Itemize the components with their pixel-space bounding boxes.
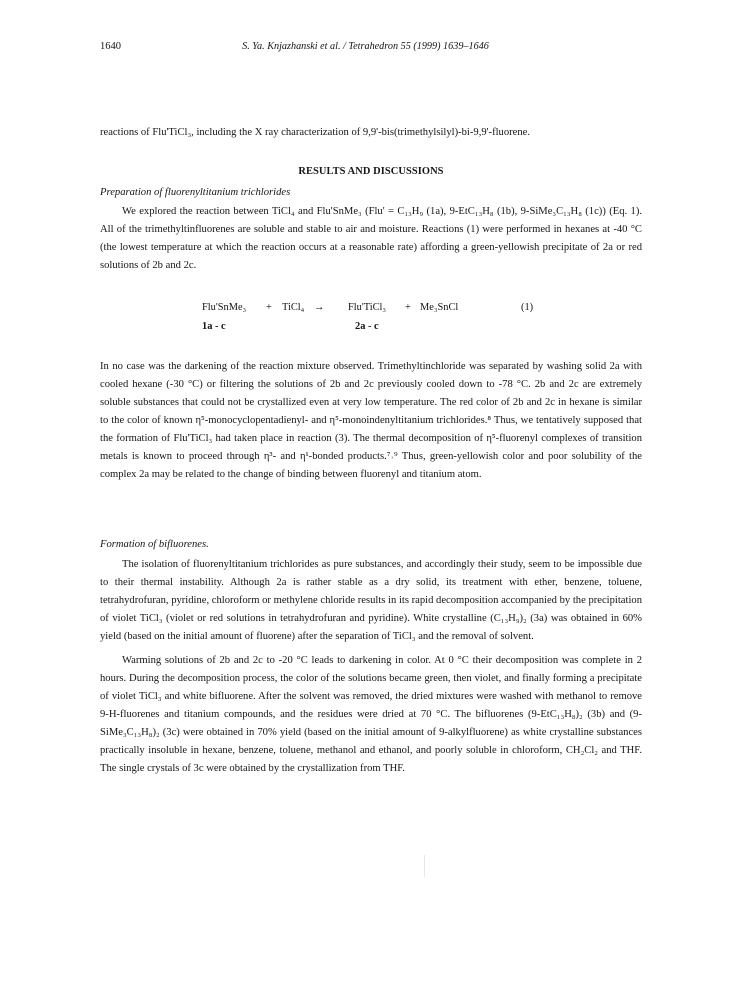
equation-label-products: 2a - c bbox=[355, 321, 379, 332]
equation-label-reactants: 1a - c bbox=[202, 321, 226, 332]
paragraph-warming: Warming solutions of 2b and 2c to -20 °C leads to darkening in color. At 0 °C their decomposition was complete in 2 hours. During the decomposition process, the color of the solutions became green, then violet, and finally forming a precipitate of violet TiCl₃ and white bifluorene. After the solvent was removed, the dried mixtures were washed with methanol to remove 9-H-fluorenes and titanium compounds, and the residues were dried at 70 °C. The bifluorenes (9-EtC₁₃H₈)₂ (3b) and (9-SiMe₃C₁₃H₈)₂ (3c) were obtained in 70% yield (based on the initial amount of 9-alkylfluorene) as white crystalline substances practically insoluble in hexane, benzene, toluene, methanol and ethanol, and poorly soluble in chloroform, CH₂Cl₂ and THF. The single crystals of 3c were obtained by the crystallization from THF. bbox=[100, 655, 642, 774]
equation-number: (1) bbox=[521, 302, 534, 313]
paragraph-isolation: The isolation of fluorenyltitanium trichlorides as pure substances, and accordingly their study, seem to be impossible due to their thermal instability. Although 2a is rather stable as a dry solid, its treatment with ether, benzene, toluene, tetrahydrofuran, pyridine, chloroform or methylene chloride results in its rapid decomposition accompanied by the precipitation of violet TiCl₃ (violet or red solutions in tetrahydrofuran and pyridine). White crystalline (C₁₃H₉)₂ (3a) was obtained in 60% yield (based on the initial amount of fluorene) after the separation of TiCl₃ and the removal of solvent. bbox=[100, 559, 642, 642]
subsection-title-bifluorenes: Formation of bifluorenes. bbox=[100, 539, 209, 550]
equation-arrow: → bbox=[314, 302, 325, 313]
journal-citation: S. Ya. Knjazhanski et al. / Tetrahedron 55 (1999) 1639–1646 bbox=[242, 41, 489, 52]
equation-plus-1: + bbox=[266, 302, 272, 313]
equation-plus-2: + bbox=[405, 302, 411, 313]
intro-line: reactions of Flu'TiCl₃, including the X ray characterization of 9,9'-bis(trimethylsilyl)-bi-9,9'-fluorene. bbox=[100, 127, 531, 138]
subsection-title-preparation: Preparation of fluorenyltitanium trichlorides bbox=[100, 187, 291, 198]
equation-reactant-2: TiCl₄ bbox=[282, 302, 305, 313]
scan-mark bbox=[424, 855, 425, 877]
equation-reactant-1: Flu'SnMe₃ bbox=[202, 302, 247, 313]
paragraph-observations: In no case was the darkening of the reaction mixture observed. Trimethyltinchloride was separated by washing solid 2a with cooled hexane (-30 °C) or filtering the solutions of 2b and 2c previously cooled down to -78 °C. 2b and 2c are extremely soluble substances that could not be crystallized even at very low temperature. The red color of 2b and 2c in hexane is similar to the color of known η⁵-monocyclopentadienyl- and η⁵-monoindenyltitanium trichlorides.⁸ Thus, we tentatively supposed that the formation of Flu'TiCl₃ had taken place in reaction (3). The thermal decomposition of η⁵-fluorenyl complexes of transition metals is known to proceed through η³- and η¹-bonded products.⁷˒⁹ Thus, green-yellowish color and poor solubility of the complex 2a may be related to the change of binding between fluorenyl and titanium atom. bbox=[100, 361, 642, 480]
equation-product-1: Flu'TiCl₃ bbox=[348, 302, 387, 313]
paragraph-reaction-description: We explored the reaction between TiCl₄ and Flu'SnMe₃ (Flu' = C₁₃H₉ (1a), 9-EtC₁₃H₈ (1b), 9-SiMe₃C₁₃H₈ (1c)) (Eq. 1). All of the trimethyltinfluorenes are soluble and stable to air and moisture. Reactions (1) were performed in hexanes at -40 °C (the lowest temperature at which the reaction occurs at a reasonable rate) affording a green-yellowish precipitate of 2a or red solutions of 2b and 2c. bbox=[100, 206, 642, 271]
section-title: RESULTS AND DISCUSSIONS bbox=[298, 166, 444, 177]
page-number: 1640 bbox=[100, 41, 121, 52]
equation-product-2: Me₃SnCl bbox=[420, 302, 459, 313]
